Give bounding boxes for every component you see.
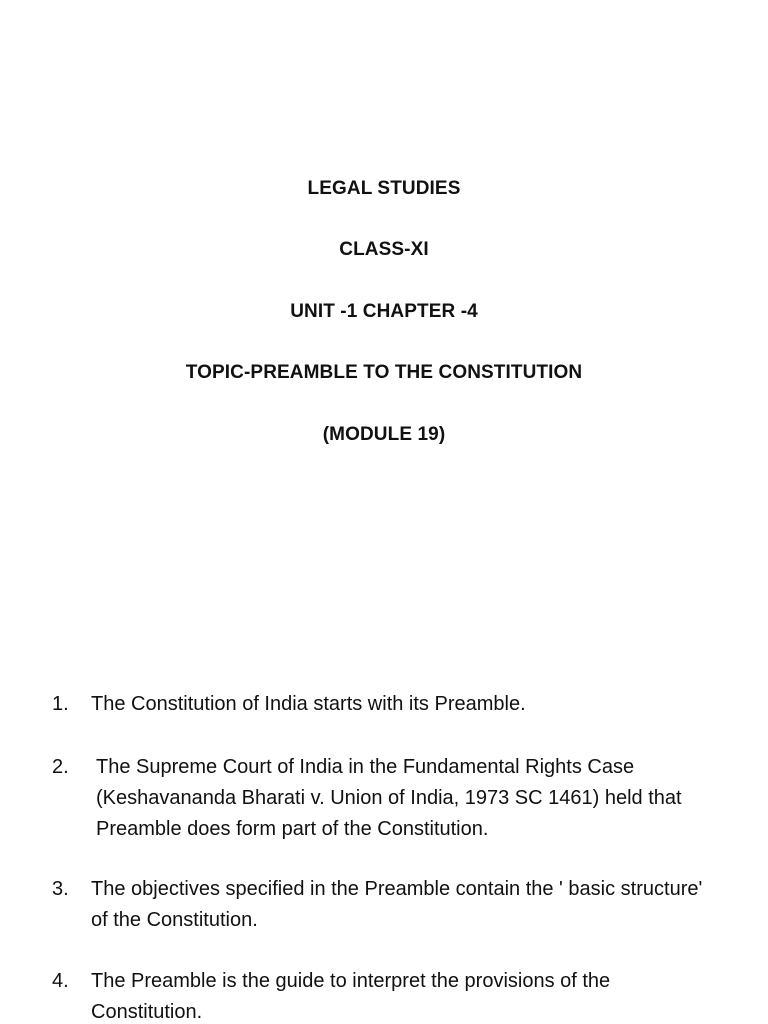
list-item [52, 689, 732, 720]
list-item [52, 752, 732, 845]
list-item-number: 4. [52, 970, 69, 992]
list-item-text: The Preamble is the guide to interpret the provisions of the Constitution. [91, 970, 611, 1023]
list-item [52, 966, 732, 1024]
module-heading: (MODULE 19) [322, 424, 446, 445]
list-item-number: 3. [52, 878, 69, 900]
list-item [52, 874, 732, 936]
list-item-number: 2. [52, 756, 69, 778]
list-item-text: The Constitution of India starts with its Preamble. [91, 693, 526, 715]
list-item-number: 1. [52, 693, 69, 715]
list-item-text: The objectives specified in the Preamble contain the ' basic structure' of the Constitution. [91, 878, 703, 931]
topic-heading: TOPIC-PREAMBLE TO THE CONSTITUTION [185, 362, 583, 383]
list-item-text: The Supreme Court of India in the Fundamental Rights Case (Keshavananda Bharati v. Union of India, 1973 SC 1461) held that Preamble does form part of the Constitution. [96, 756, 682, 840]
class-heading: CLASS-XI [339, 239, 429, 260]
subject-heading: LEGAL STUDIES [307, 178, 461, 199]
unit-chapter-heading: UNIT -1 CHAPTER -4 [290, 301, 478, 322]
